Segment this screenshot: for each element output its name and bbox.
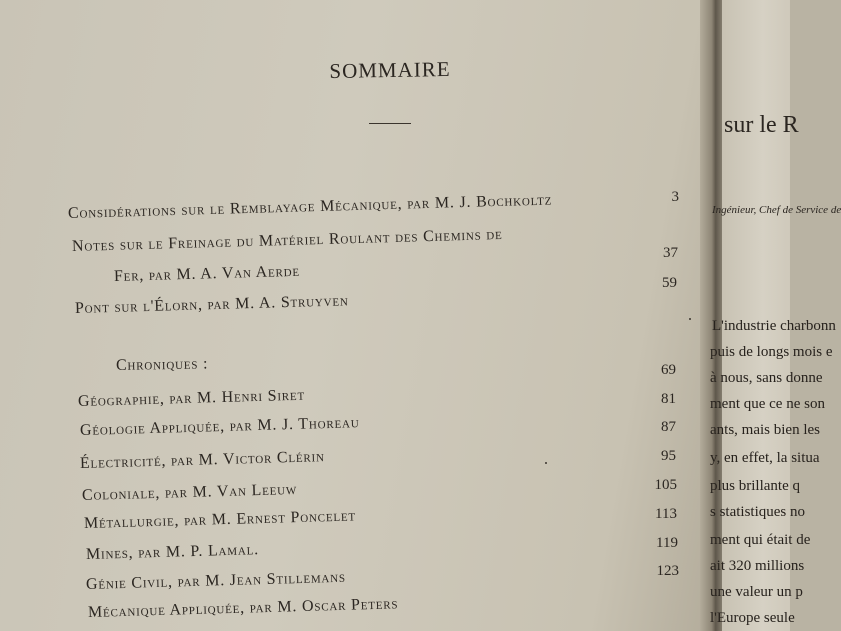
page-number: 119 — [656, 535, 678, 551]
title-rule — [369, 123, 411, 124]
page-number: 59 — [662, 275, 677, 291]
right-page-line: l'Europe seule — [710, 610, 795, 626]
right-page-subheading: Ingénieur, Chef de Service de — [712, 204, 841, 216]
page-number: 69 — [661, 362, 676, 378]
chronique-entry: Coloniale, par M. Van Leeuw — [81, 480, 298, 504]
toc-entry: Pont sur l'Élorn, par M. A. Struyven — [74, 292, 349, 317]
right-page-line: ment qui était de — [710, 532, 811, 548]
right-page-line: ants, mais bien les — [710, 422, 820, 438]
chronique-entry: Mécanique Appliquée, par M. Oscar Peters — [87, 595, 399, 621]
right-page-line: L'industrie charbonn — [712, 318, 836, 334]
chronique-entry: Métallurgie, par M. Ernest Poncelet — [83, 507, 357, 532]
section-label: Chroniques : — [115, 355, 209, 374]
right-page-heading: sur le R — [724, 112, 799, 138]
page-number: 105 — [654, 477, 677, 493]
right-page-line: ait 320 millions — [710, 558, 805, 574]
right-page-line: plus brillante q — [710, 478, 800, 494]
right-page-line: puis de longs mois e — [710, 344, 833, 360]
toc-entry: Considérations sur le Remblayage Mécanique, par M. J. Bochkoltz — [67, 191, 553, 222]
right-page — [710, 0, 841, 631]
page-number: 37 — [663, 245, 678, 261]
right-page-line: une valeur un p — [710, 584, 803, 600]
right-page-line: y, en effet, la situa — [710, 450, 820, 466]
chronique-entry: Géologie Appliquée, par M. J. Thoreau — [79, 414, 360, 439]
chronique-entry: Mines, par M. P. Lamal. — [85, 541, 260, 563]
page-number: 81 — [661, 391, 676, 407]
page-title: SOMMAIRE — [329, 56, 451, 84]
toc-entry: Notes sur le Freinage du Matériel Roulant des Chemins de — [71, 225, 503, 255]
page-number: 123 — [656, 563, 679, 579]
right-page-line: ment que ce ne son — [710, 396, 825, 412]
page-number: 3 — [671, 189, 679, 205]
right-page-line: à nous, sans donne — [710, 370, 823, 386]
chronique-entry: Électricité, par M. Victor Clérin — [79, 448, 325, 472]
page-number: 95 — [661, 448, 676, 464]
toc-entry: Fer, par M. A. Van Aerde — [113, 262, 301, 285]
ink-speck — [545, 462, 547, 464]
ink-speck — [689, 318, 691, 320]
page-number: 87 — [661, 419, 676, 435]
chronique-entry: Géographie, par M. Henri Siret — [77, 386, 306, 410]
page-number: 113 — [655, 506, 677, 522]
right-page-line: s statistiques no — [710, 504, 806, 520]
chronique-entry: Génie Civil, par M. Jean Stillemans — [85, 568, 347, 593]
